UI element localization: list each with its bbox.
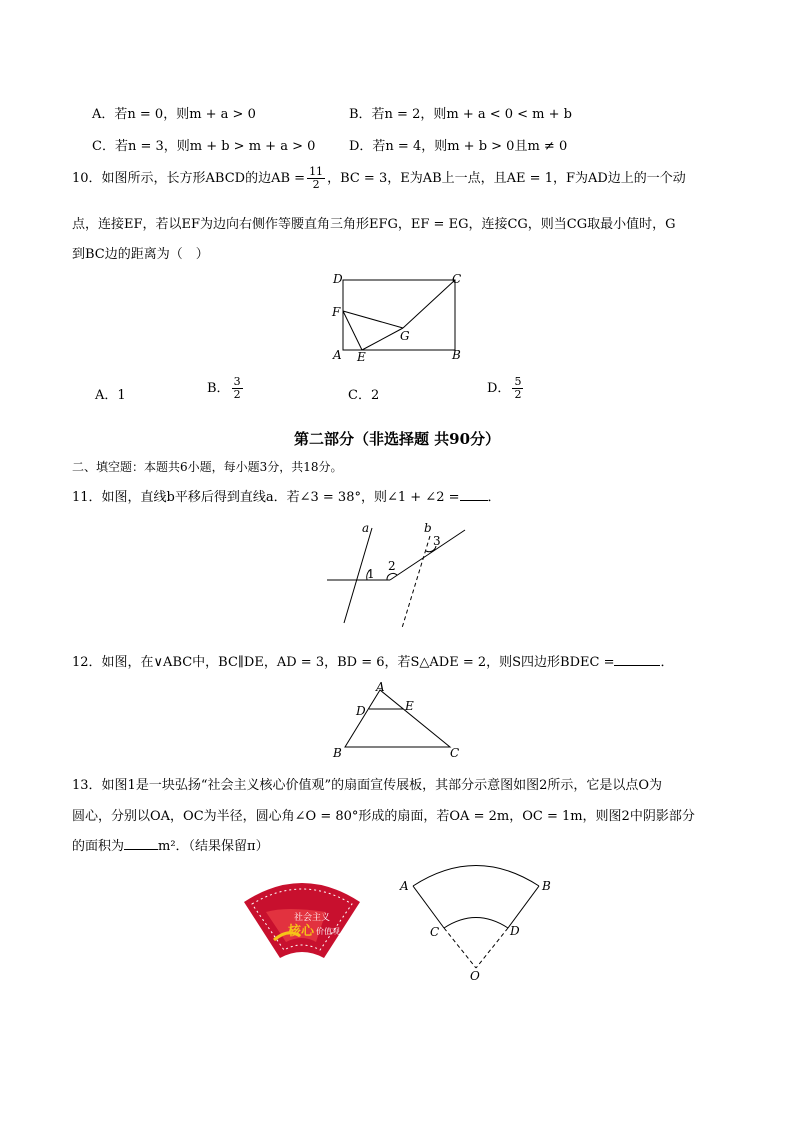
q9-option-c: C．若n = 3，则m + b > m + a > 0 <box>92 139 316 154</box>
segment-gc <box>403 280 455 328</box>
q12-stem: 12．如图，在∨ABC中，BC∥DE，AD = 3，BD = 6，若S△ADE = 2，则S四边形BDEC = <box>72 655 615 670</box>
label-d: D <box>333 272 343 286</box>
fan-display-board-image <box>236 872 368 962</box>
label-a: A <box>400 879 409 893</box>
q13-sector-figure <box>396 860 566 985</box>
label-c: C <box>430 925 440 939</box>
segment-ac <box>413 886 444 928</box>
q10-option-d <box>487 376 525 401</box>
q12-triangle-figure <box>330 680 465 762</box>
q10-line3: 到BC边的距离为（ ） <box>72 247 209 262</box>
label-a: A <box>333 348 342 362</box>
q10-line1 <box>72 166 686 191</box>
segment-co-dashed <box>444 928 476 968</box>
label-b: B <box>452 348 461 362</box>
q13-answer-blank <box>124 849 158 850</box>
label-f: F <box>332 305 341 319</box>
q12-end: ． <box>660 655 674 670</box>
q9-option-d: D．若n = 4，则m + b > 0且m ≠ 0 <box>349 139 568 154</box>
q9-option-a: A．若n = 0，则m + a > 0 <box>92 107 256 122</box>
q11-end: ． <box>487 490 501 505</box>
q12-answer-blank <box>614 665 660 666</box>
label-g: G <box>400 329 410 343</box>
q10-rectangle-figure <box>330 270 470 365</box>
segment-fg <box>343 311 403 328</box>
q12-text <box>72 651 673 670</box>
q10-option-b-num: 3 <box>233 375 241 388</box>
q13-line1: 13．如图1是一块弘扬“社会主义核心价值观”的扇面宣传展板，其部分示意图如图2所示，它是以点O为 <box>72 778 663 793</box>
label-line-a: a <box>362 521 370 535</box>
arc-ab <box>413 866 539 887</box>
q9-option-b: B．若n = 2，则m + a < 0 < m + b <box>349 107 572 122</box>
fan-text-2: 核心 <box>288 924 315 939</box>
slanted-line <box>390 530 465 580</box>
q10-option-b-fraction <box>232 376 243 401</box>
label-b: B <box>542 879 551 893</box>
q11-answer-blank <box>460 500 488 501</box>
segment-bd <box>508 886 539 928</box>
line-b-dashed <box>402 536 430 628</box>
q10-option-a: A．1 <box>95 388 126 403</box>
q10-option-b-den: 2 <box>233 388 241 401</box>
segment-fe <box>343 311 362 350</box>
q13-line3-end: m²．（结果保留π） <box>158 839 269 854</box>
label-d: D <box>356 704 366 718</box>
rect-abcd <box>343 280 455 350</box>
q13-line2: 圆心，分别以OA，OC为半径，圆心角∠O = 80°形成的扇面，若OA = 2m，OC = 1m，则图2中阴影部分 <box>72 809 695 824</box>
label-a: A <box>376 680 385 694</box>
q10-option-c: C．2 <box>348 388 380 403</box>
label-o: O <box>470 969 480 983</box>
q10-option-d-num: 5 <box>514 375 522 388</box>
label-line-b: b <box>424 521 432 535</box>
q10-option-d-fraction <box>512 376 523 401</box>
q10-option-b <box>207 376 245 401</box>
label-c: C <box>450 746 460 760</box>
label-e: E <box>357 350 366 364</box>
label-d: D <box>510 924 520 938</box>
triangle-abc <box>345 690 450 747</box>
q10-line2: 点，连接EF，若以EF为边向右侧作等腰直角三角形EFG，EF = EG，连接CG，则当CG取最小值时，G <box>72 217 676 232</box>
q11-figure <box>322 518 472 633</box>
section2-subtitle: 二、填空题：本题共6小题，每小题3分，共18分。 <box>72 460 343 474</box>
q11-stem: 11．如图，直线b平移后得到直线a．若∠3 = 38°，则∠1 + ∠2 = <box>72 490 460 505</box>
ab-fraction-den: 2 <box>312 178 320 191</box>
fan-text-1: 社会主义 <box>294 913 331 923</box>
q13-line3-start: 的面积为 <box>72 839 125 854</box>
q10-option-d-letter: D． <box>487 381 511 396</box>
segment-eg <box>362 328 403 350</box>
q13-line3 <box>72 835 269 854</box>
q10-option-d-den: 2 <box>514 388 522 401</box>
label-angle-1: 1 <box>367 567 375 581</box>
q10-line1-end: ，BC = 3，E为AB上一点，且AE = 1，F为AD边上的一个动 <box>327 171 686 186</box>
q10-option-b-letter: B． <box>207 381 230 396</box>
fan-text-3: 价值观 <box>316 927 340 936</box>
q11-text <box>72 486 501 505</box>
label-c: C <box>452 272 462 286</box>
ab-fraction <box>307 166 325 191</box>
label-b: B <box>333 746 342 760</box>
label-angle-3: 3 <box>433 534 441 548</box>
section2-title: 第二部分（非选择题 共90分） <box>293 430 501 448</box>
segment-do-dashed <box>476 928 508 968</box>
q10-line1-start: 10．如图所示，长方形ABCD的边AB = <box>72 171 306 186</box>
arc-cd <box>444 918 508 929</box>
ab-fraction-num: 11 <box>309 165 324 178</box>
label-angle-2: 2 <box>388 559 396 573</box>
label-e: E <box>405 699 414 713</box>
